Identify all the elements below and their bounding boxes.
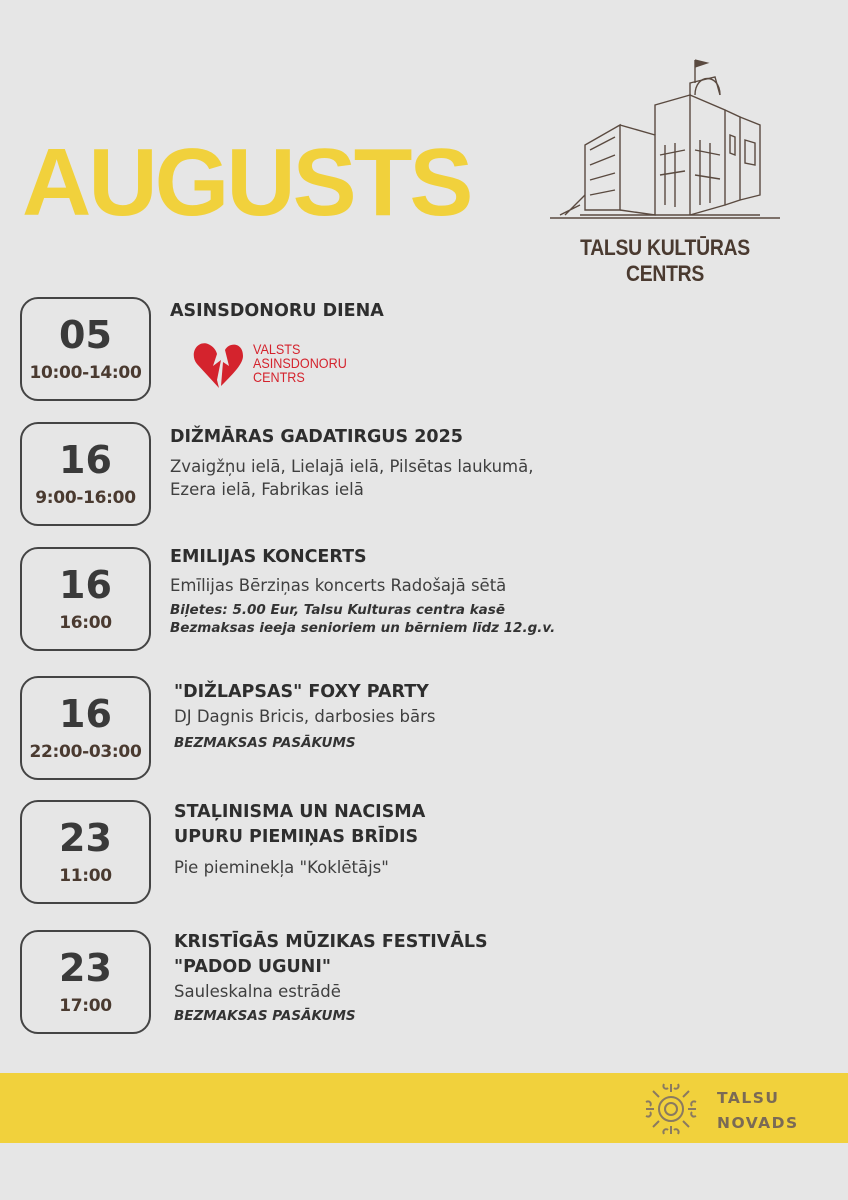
event-time: 17:00 (59, 996, 112, 1016)
donor-logo-line: VALSTS (253, 341, 301, 357)
event-details (174, 930, 488, 1025)
event-description (174, 705, 436, 728)
event-time: 11:00 (59, 866, 112, 886)
event-time: 9:00-16:00 (35, 488, 136, 508)
event-time: 10:00-14:00 (29, 363, 142, 383)
event-details (170, 299, 384, 324)
event-note (174, 1007, 488, 1025)
event-details (170, 545, 555, 637)
event-day: 23 (59, 816, 112, 860)
footer-band (0, 1073, 848, 1143)
page-title: AUGUSTS (22, 129, 471, 236)
footer-brand (717, 1086, 799, 1136)
note-line: BEZMAKSAS PASĀKUMS (174, 735, 356, 751)
event-day: 16 (59, 563, 112, 607)
title-line: "PADOD UGUNI" (174, 957, 331, 977)
note-line: Biļetes: 5.00 Eur, Talsu Kulturas centra kasē (170, 602, 505, 618)
event-time: 22:00-03:00 (29, 742, 142, 762)
event-details (174, 800, 425, 879)
description-line: Zvaigžņu ielā, Lielajā ielā, Pilsētas laukumā, (170, 457, 534, 476)
event-day: 16 (59, 438, 112, 482)
description-line: Ezera ielā, Fabrikas ielā (170, 480, 364, 499)
event-title: "DIŽLAPSAS" FOXY PARTY (174, 682, 429, 702)
donor-logo-line: CENTRS (253, 369, 305, 385)
event-time: 16:00 (59, 613, 112, 633)
heart-icon (193, 340, 245, 390)
description-line: Emīlijas Bērziņas koncerts Radošajā sētā (170, 576, 507, 595)
event-description (170, 574, 555, 597)
footer-line: NOVADS (717, 1114, 799, 1132)
organizer-name: TALSU KULTŪRAS CENTRS (580, 235, 750, 286)
title-line: UPURU PIEMIŅAS BRĪDIS (174, 827, 419, 847)
building-illustration (545, 55, 785, 230)
date-badge (20, 297, 151, 401)
event-description (174, 980, 488, 1003)
title-line: STAĻINISMA UN NACISMA (174, 802, 426, 822)
event-day: 23 (59, 946, 112, 990)
date-badge (20, 422, 151, 526)
event-day: 16 (59, 692, 112, 736)
date-badge (20, 676, 151, 780)
description-line: Sauleskalna estrādē (174, 982, 341, 1001)
event-details (170, 425, 533, 501)
sun-ornament-icon (640, 1080, 702, 1138)
note-line: Bezmaksas ieeja senioriem un bērniem līdz 12.g.v. (170, 620, 556, 636)
event-day: 05 (59, 313, 112, 357)
cultural-centre-logo (540, 55, 790, 286)
event-title: DIŽMĀRAS GADATIRGUS 2025 (170, 427, 463, 447)
event-description (170, 455, 533, 501)
event-title (174, 800, 425, 850)
event-description (174, 856, 425, 879)
event-title: ASINSDONORU DIENA (170, 301, 384, 321)
title-line: KRISTĪGĀS MŪZIKAS FESTIVĀLS (174, 932, 488, 952)
event-note (170, 601, 555, 637)
description-line: DJ Dagnis Bricis, darbosies bārs (174, 707, 436, 726)
blood-donor-centre-logo (193, 340, 393, 390)
date-badge (20, 930, 151, 1034)
note-line: BEZMAKSAS PASĀKUMS (174, 1008, 356, 1024)
event-note (174, 734, 436, 752)
event-title: EMILIJAS KONCERTS (170, 547, 367, 567)
donor-logo-line: ASINSDONORU (253, 355, 347, 371)
event-title (174, 930, 488, 980)
footer-line: TALSU (717, 1089, 780, 1107)
date-badge (20, 547, 151, 651)
description-line: Pie pieminekļa "Koklētājs" (174, 858, 389, 877)
date-badge (20, 800, 151, 904)
event-details (174, 680, 436, 752)
